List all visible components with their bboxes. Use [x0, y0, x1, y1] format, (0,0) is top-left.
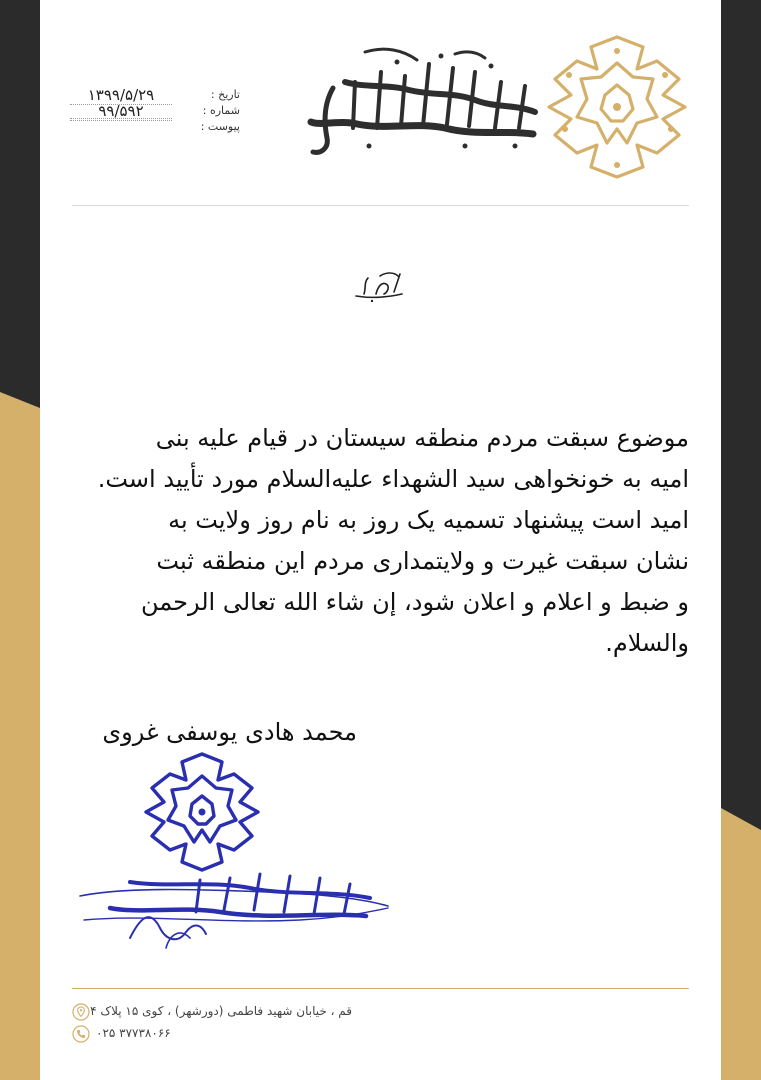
signer-name: محمد هادی یوسفی غروی [102, 718, 357, 746]
letter-metadata [70, 88, 240, 136]
body-line: و ضبط و اعلام و اعلان شود، إن شاء الله تعالی الرحمن [140, 588, 689, 616]
attachment-row [70, 120, 240, 136]
body-line: امیه به خونخواهی سید الشهداء علیه‌السلام مورد تأیید است. [97, 465, 689, 493]
footer-address [72, 1001, 372, 1023]
location-pin-icon [72, 1003, 90, 1021]
body-line: والسلام. [605, 629, 689, 657]
footer-divider [72, 988, 689, 989]
body-line: نشان سبقت غیرت و ولایتمداری مردم این منطقه ثبت [156, 547, 689, 575]
letter-body [72, 418, 689, 664]
date-value: ۱۳۹۹/۵/۲۹ [70, 86, 172, 105]
date-label: تاریخ : [210, 88, 240, 101]
blue-seal-stamp [70, 748, 390, 956]
number-value: ۹۹/۵۹۲ [70, 102, 172, 121]
number-label: شماره : [202, 104, 240, 117]
body-line: امید است پیشنهاد تسمیه یک روز به نام روز ولایت به [168, 506, 689, 534]
left-edge-decoration [0, 0, 40, 1080]
address-text: قم ، خیابان شهید فاطمی (دورشهر) ، کوی ۱۵ پلاک ۴ [90, 1004, 352, 1018]
attachment-label: پیوست : [200, 120, 240, 133]
header-divider [72, 205, 689, 206]
phone-text: ۰۲۵ ۳۷۷۳۸۰۶۶ [96, 1026, 171, 1040]
institution-calligraphy-logo [305, 42, 545, 162]
body-line: موضوع سبقت مردم منطقه سیستان در قیام علیه بنی [155, 424, 689, 452]
right-edge-decoration [721, 0, 761, 1080]
attachment-value [70, 118, 172, 119]
letter-page [40, 0, 721, 1080]
footer-phone [72, 1023, 372, 1045]
octagonal-star-emblem-icon [545, 33, 690, 181]
phone-icon [72, 1025, 90, 1043]
invocation-calligraphy [350, 268, 410, 304]
